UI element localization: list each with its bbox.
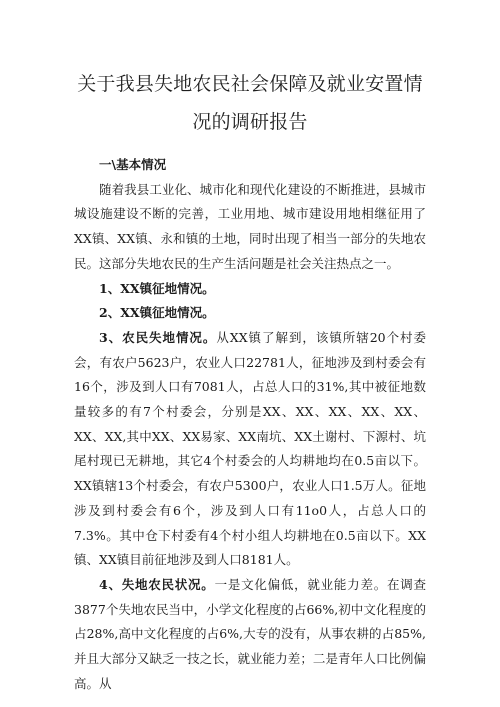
document-title-line-2: 况的调研报告	[192, 111, 308, 133]
item-3-heading: 3、农民失地情况。	[99, 329, 217, 345]
document-title-line-1: 关于我县失地农民社会保障及就业安置情	[77, 73, 423, 95]
item-4-text: 一是文化偏低，就业能力差。在调查3877个失地农民当中，小学文化程度的占66%,初中文化程度的占28%,高中文化程度的占6%,大专的没有，从事农耕的占85%,并且大部分又缺乏一技之长，就业能力差；二是青年人口比例偏高。从	[74, 576, 426, 691]
document-body	[74, 153, 426, 696]
item-2-heading: 2、XX镇征地情况。	[99, 305, 215, 321]
item-4-paragraph	[74, 573, 426, 697]
section-heading-basic-situation: 一\基本情况	[99, 157, 167, 172]
item-3-text: 从XX镇了解到，该镇所辖20个村委会，有农户5623户，农业人口22781人，征地涉及到村委会有16个，涉及到人口有7081人，占总人口的31%,其中被征地数量较多的有7个村委会，分别是XX、XX、XX、XX、XX、XX、XX,其中XX、XX易家、XX南坑、XX土谢村、下源村、坑尾村现已无耕地，其它4个村委会的人均耕地均在0.5亩以下。XX镇辖13个村委会，有农户5300户，农业人口1.5万人。征地涉及到村委会有6个，涉及到人口有11o0人，占总人口的7.3%。其中仓下村委有4个村小组人均耕地在0.5亩以下。XX镇、XX镇目前征地涉及到人口8181人。	[74, 329, 426, 568]
item-1-heading: 1、XX镇征地情况。	[99, 280, 215, 296]
item-3-paragraph	[74, 326, 426, 573]
intro-paragraph: 随着我县工业化、城市化和现代化建设的不断推进，县城市城设施建设不断的完善，工业用地、城市建设用地相继征用了XX镇、XX镇、永和镇的土地，同时出现了相当一部分的失地农民。这部分失地农民的生产生活问题是社会关注热点之一。	[74, 181, 426, 271]
item-4-heading: 4、失地农民状况。	[99, 576, 215, 592]
